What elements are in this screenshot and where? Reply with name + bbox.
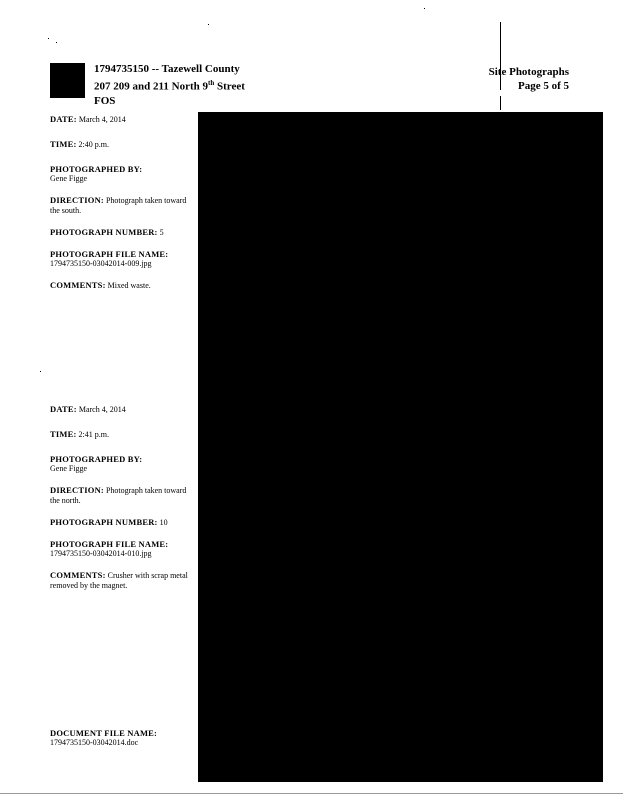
scan-speck <box>56 42 57 43</box>
date-field: DATE: March 4, 2014 <box>50 404 126 414</box>
photo-number-field: PHOTOGRAPH NUMBER: 5 <box>50 227 164 237</box>
page-header-right <box>489 65 569 93</box>
header-address: 207 209 and 211 North 9th Street <box>94 79 245 93</box>
photo-number-field: PHOTOGRAPH NUMBER: 10 <box>50 517 168 527</box>
header-divider-lower <box>500 96 501 110</box>
photograph-redacted <box>198 112 603 782</box>
photographer-field: PHOTOGRAPHED BY: Gene Figge <box>50 454 143 473</box>
document-header <box>94 62 245 108</box>
page-number: Page 5 of 5 <box>517 80 569 92</box>
document-footer <box>50 728 195 748</box>
scan-speck <box>48 38 49 39</box>
scan-speck <box>40 371 41 372</box>
photo-file-field: PHOTOGRAPH FILE NAME: 1794735150-03042014-009.jpg <box>50 249 169 268</box>
header-site-id: 1794735150 -- Tazewell County <box>94 63 240 75</box>
comments-field: COMMENTS: Mixed waste. <box>50 280 151 290</box>
date-field: DATE: March 4, 2014 <box>50 114 126 124</box>
scan-edge-line <box>0 793 623 794</box>
doc-file-label: DOCUMENT FILE NAME: <box>50 728 158 738</box>
section-title: Site Photographs <box>488 66 569 78</box>
doc-file-name: 1794735150-03042014.doc <box>50 738 139 747</box>
scan-speck <box>500 116 501 117</box>
photographer-field: PHOTOGRAPHED BY: Gene Figge <box>50 164 143 183</box>
time-field: TIME: 2:40 p.m. <box>50 139 109 149</box>
photo-entry-2 <box>50 404 195 602</box>
direction-field: DIRECTION: Photograph taken toward the south. <box>50 195 187 215</box>
comments-field: COMMENTS: Crusher with scrap metal removed by the magnet. <box>50 570 188 590</box>
scan-speck <box>208 24 209 25</box>
photo-entry-1 <box>50 114 195 302</box>
photo-file-field: PHOTOGRAPH FILE NAME: 1794735150-03042014-010.jpg <box>50 539 169 558</box>
time-field: TIME: 2:41 p.m. <box>50 429 109 439</box>
header-fos: FOS <box>94 94 116 107</box>
scan-speck <box>424 8 425 9</box>
agency-logo-redacted <box>50 63 85 98</box>
direction-field: DIRECTION: Photograph taken toward the north. <box>50 485 187 505</box>
